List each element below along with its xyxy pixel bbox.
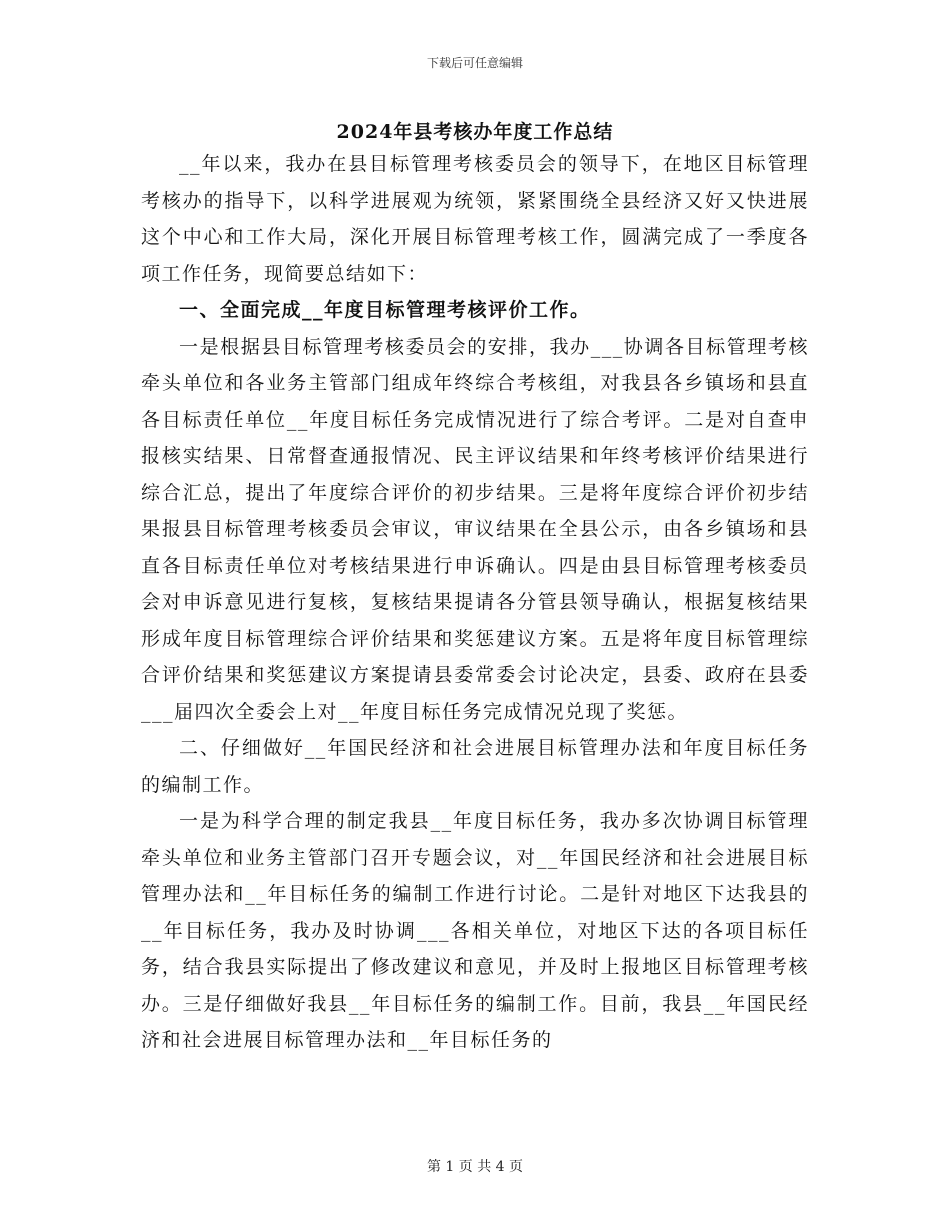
document-title: 2024年县考核办年度工作总结 <box>336 121 614 143</box>
section-1-paragraph: 一是根据县目标管理考核委员会的安排，我办___协调各目标管理考核牵头单位和各业务主管部门组成年终综合考核组，对我县各乡镇场和县直各目标责任单位__年度目标任务完成情况进行了综合考评。二是对自查申报核实结果、日常督查通报情况、民主评议结果和年终考核评价结果进行综合汇总，提出了年度综合评价的初步结果。三是将年度综合评价初步结果报县目标管理考核委员会审议，审议结果在全县公示，由各乡镇场和县直各目标责任单位对考核结果进行申诉确认。四是由县目标管理考核委员会对申诉意见进行复核，复核结果提请各分管县领导确认，根据复核结果形成年度目标管理综合评价结果和奖惩建议方案。五是将年度目标管理综合评价结果和奖惩建议方案提请县委常委会讨论决定，县委、政府在县委___届四次全委会上对__年度目标任务完成情况兑现了奖惩。 <box>141 335 809 723</box>
section-2-paragraph: 一是为科学合理的制定我县__年度目标任务，我办多次协调目标管理牵头单位和业务主管部门召开专题会议，对__年国民经济和社会进展目标管理办法和__年目标任务的编制工作进行讨论。二是针对地区下达我县的__年目标任务，我办及时协调___各相关单位，对地区下达的各项目标任务，结合我县实际提出了修改建议和意见，并及时上报地区目标管理考核办。三是仔细做好我县__年目标任务的编制工作。目前，我县__年国民经济和社会进展目标管理办法和__年目标任务的 <box>141 810 809 1051</box>
page-header-note: 下载后可任意编辑 <box>426 56 523 70</box>
document-body <box>141 146 809 1059</box>
page-number-footer: 第 1 页 共 4 页 <box>426 1159 524 1175</box>
section-heading-2: 二、仔细做好__年国民经济和社会进展目标管理办法和年度目标任务的编制工作。 <box>141 737 809 796</box>
section-heading-1: 一、全面完成__年度目标管理考核评价工作。 <box>179 299 591 321</box>
intro-paragraph: __年以来，我办在县目标管理考核委员会的领导下，在地区目标管理考核办的指导下，以科学进展观为统领，紧紧围绕全县经济又好又快进展这个中心和工作大局，深化开展目标管理考核工作，圆满完成了一季度各项工作任务，现简要总结如下： <box>141 153 809 285</box>
